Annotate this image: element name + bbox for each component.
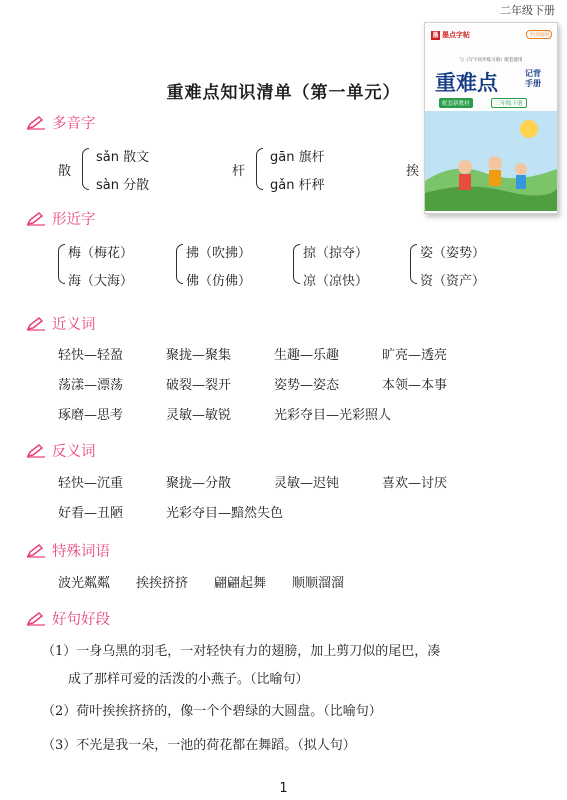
polyphone-line: gān 旗杆 bbox=[270, 150, 325, 165]
similar-char: 掠（掠夺） bbox=[303, 246, 369, 261]
section-heading-similar bbox=[26, 208, 96, 229]
word-pair: 本领—本事 bbox=[382, 378, 448, 393]
section-label: 好句好段 bbox=[52, 612, 110, 628]
similar-char: 姿（姿势） bbox=[420, 246, 486, 261]
word-pair: 姿势—姿态 bbox=[274, 378, 340, 393]
polyphone-char: 杆 bbox=[232, 164, 246, 179]
section-heading-special bbox=[26, 540, 110, 561]
brand: 墨 墨点字帖 bbox=[432, 31, 470, 39]
word-pair: 光彩夺目—光彩照人 bbox=[274, 408, 392, 423]
word-pair: 灵敏—迟钝 bbox=[274, 476, 340, 491]
word-pair: 聚拢—分散 bbox=[166, 476, 232, 491]
similar-char: 梅（梅花） bbox=[68, 246, 134, 261]
cover-subtitle: 与《写字同步练习册》配套使用 bbox=[459, 58, 523, 63]
pencil-icon bbox=[26, 116, 46, 130]
special-word: 顺顺溜溜 bbox=[292, 576, 345, 591]
polyphone-char: 挨 bbox=[406, 164, 420, 179]
cover-tag: 配套新教材 bbox=[439, 98, 473, 108]
word-pair: 破裂—裂开 bbox=[166, 378, 232, 393]
word-pair: 灵敏—敏锐 bbox=[166, 408, 232, 423]
brace bbox=[58, 244, 65, 284]
word-pair: 轻快—沉重 bbox=[58, 476, 124, 491]
cover-title-small: 记背 手册 bbox=[525, 69, 541, 88]
section-label: 多音字 bbox=[52, 116, 96, 132]
brand-logo-icon: 墨 bbox=[432, 31, 439, 39]
word-pair: 琢磨—思考 bbox=[58, 408, 124, 423]
section-label: 特殊词语 bbox=[52, 544, 110, 560]
similar-char: 拂（吹拂） bbox=[186, 246, 252, 261]
cover-tag: 三年级下册 bbox=[491, 98, 527, 108]
similar-char: 佛（仿佛） bbox=[186, 274, 252, 289]
sentence: （1）一身乌黑的羽毛，一对轻快有力的翅膀，加上剪刀似的尾巴，凑 bbox=[42, 644, 441, 659]
pencil-icon bbox=[26, 544, 46, 558]
section-label: 近义词 bbox=[52, 317, 96, 333]
word-pair: 聚拢—聚集 bbox=[166, 348, 232, 363]
pencil-icon bbox=[26, 212, 46, 226]
grade-label: 二年级下册 bbox=[500, 4, 555, 17]
special-word: 挨挨挤挤 bbox=[136, 576, 189, 591]
pencil-icon bbox=[26, 612, 46, 626]
special-word: 波光粼粼 bbox=[58, 576, 111, 591]
polyphone-line: sàn 分散 bbox=[96, 178, 150, 193]
brace bbox=[82, 148, 89, 190]
section-heading-good bbox=[26, 608, 110, 629]
sentence: （3）不光是我一朵，一池的荷花都在舞蹈。（拟人句） bbox=[42, 738, 356, 753]
page-title: 重难点知识清单（第一单元） bbox=[166, 83, 401, 103]
polyphone-char: 散 bbox=[58, 164, 72, 179]
cover-illustration bbox=[425, 111, 557, 211]
word-pair: 旷亮—透亮 bbox=[382, 348, 448, 363]
similar-char: 海（大海） bbox=[68, 274, 134, 289]
word-pair: 轻快—轻盈 bbox=[58, 348, 124, 363]
polyphone-line: gǎn 杆秤 bbox=[270, 178, 325, 193]
section-heading-antonyms bbox=[26, 440, 96, 461]
polyphone-line: sǎn 散文 bbox=[96, 150, 150, 165]
section-label: 形近字 bbox=[52, 212, 96, 228]
word-pair: 喜欢—讨厌 bbox=[382, 476, 448, 491]
cover-title: 重难点 bbox=[435, 71, 498, 95]
section-heading-polyphones bbox=[26, 112, 96, 133]
word-pair: 荡漾—漂荡 bbox=[58, 378, 124, 393]
brace bbox=[176, 244, 183, 284]
word-pair: 光彩夺目—黯然失色 bbox=[166, 506, 284, 521]
book-cover-image bbox=[424, 22, 558, 214]
pencil-icon bbox=[26, 444, 46, 458]
cover-badge: 全国通用 bbox=[526, 30, 552, 39]
section-label: 反义词 bbox=[52, 444, 96, 460]
section-heading-synonyms bbox=[26, 313, 96, 334]
similar-char: 资（资产） bbox=[420, 274, 486, 289]
sentence-continuation: 成了那样可爱的活泼的小燕子。（比喻句） bbox=[68, 672, 309, 687]
sentence: （2）荷叶挨挨挤挤的，像一个个碧绿的大圆盘。（比喻句） bbox=[42, 704, 382, 719]
word-pair: 好看—丑陋 bbox=[58, 506, 124, 521]
pencil-icon bbox=[26, 317, 46, 331]
page-number: 1 bbox=[279, 781, 288, 796]
word-pair: 生趣—乐趣 bbox=[274, 348, 340, 363]
brace bbox=[293, 244, 300, 284]
brace bbox=[410, 244, 417, 284]
similar-char: 凉（凉快） bbox=[303, 274, 369, 289]
special-word: 翩翩起舞 bbox=[214, 576, 267, 591]
brace bbox=[256, 148, 263, 190]
